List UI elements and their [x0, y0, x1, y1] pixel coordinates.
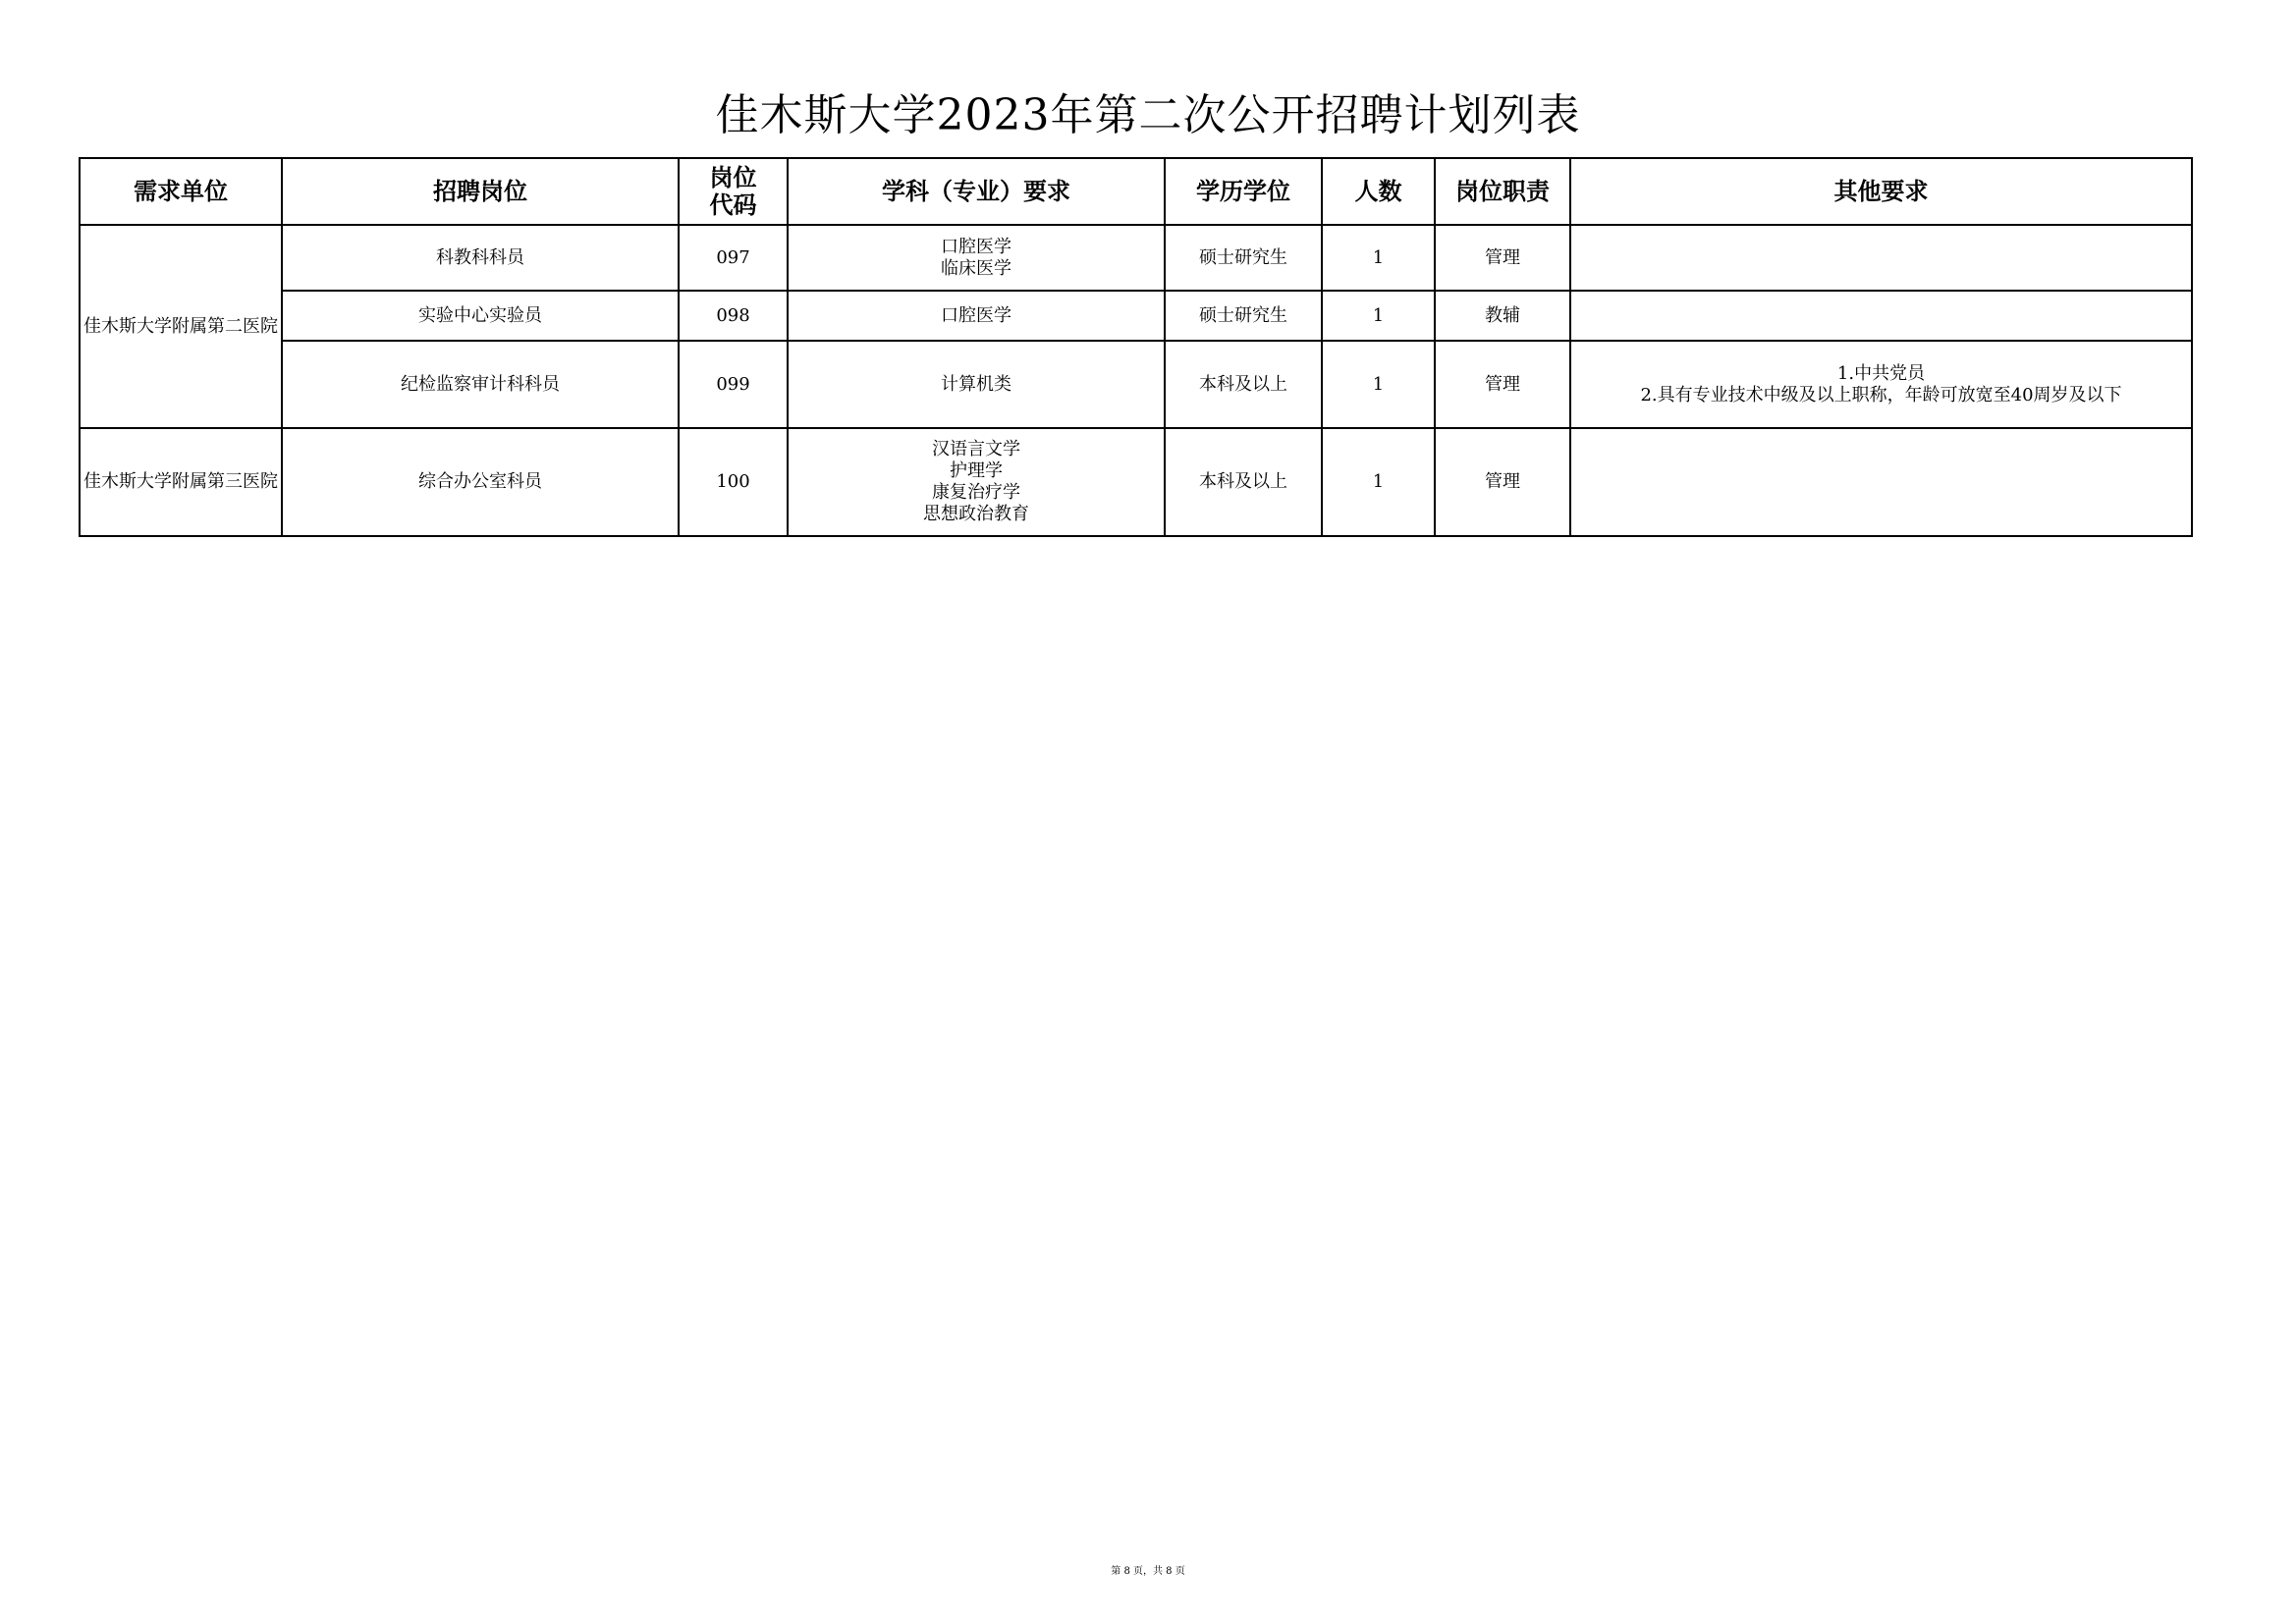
header-count: 人数 — [1322, 158, 1435, 225]
recruitment-plan-table — [79, 157, 2193, 537]
page-title: 佳木斯大学2023年第二次公开招聘计划列表 — [715, 90, 1581, 140]
education-cell: 硕士研究生 — [1165, 225, 1322, 291]
position-cell: 实验中心实验员 — [282, 291, 679, 341]
duty-cell: 管理 — [1435, 341, 1570, 428]
other-cell — [1570, 291, 2192, 341]
header-other: 其他要求 — [1570, 158, 2192, 225]
discipline-line: 康复治疗学 — [932, 482, 1020, 503]
header-unit: 需求单位 — [80, 158, 282, 225]
other-cell — [1570, 428, 2192, 536]
header-position: 招聘岗位 — [282, 158, 679, 225]
header-code — [679, 158, 788, 225]
education-cell: 硕士研究生 — [1165, 291, 1322, 341]
discipline-line: 口腔医学 — [941, 236, 1011, 257]
header-education: 学历学位 — [1165, 158, 1322, 225]
code-cell: 098 — [679, 291, 788, 341]
discipline-line: 思想政治教育 — [923, 504, 1029, 524]
table-row — [80, 291, 2192, 341]
count-cell: 1 — [1322, 291, 1435, 341]
other-cell — [1570, 225, 2192, 291]
discipline-line: 护理学 — [950, 460, 1003, 481]
header-code-line1: 岗位 — [709, 164, 757, 191]
duty-cell: 教辅 — [1435, 291, 1570, 341]
other-cell — [1570, 341, 2192, 428]
other-requirement-line: 2.具有专业技术中级及以上职称，年龄可放宽至40周岁及以下 — [1640, 384, 2122, 406]
discipline-cell — [788, 341, 1165, 428]
header-discipline: 学科（专业）要求 — [788, 158, 1165, 225]
position-cell: 科教科科员 — [282, 225, 679, 291]
other-requirement-line: 1.中共党员 — [1836, 362, 1926, 384]
count-cell: 1 — [1322, 225, 1435, 291]
position-cell: 纪检监察审计科科员 — [282, 341, 679, 428]
discipline-cell — [788, 225, 1165, 291]
education-cell: 本科及以上 — [1165, 428, 1322, 536]
table-row — [80, 341, 2192, 428]
code-cell: 100 — [679, 428, 788, 536]
table-row — [80, 428, 2192, 536]
code-cell: 099 — [679, 341, 788, 428]
page-footer: 第 8 页，共 8 页 — [1111, 1566, 1185, 1577]
discipline-line: 口腔医学 — [941, 304, 1011, 326]
code-cell: 097 — [679, 225, 788, 291]
table-header-row — [80, 158, 2192, 225]
discipline-line: 汉语言文学 — [932, 439, 1020, 460]
unit-cell: 佳木斯大学附属第三医院 — [80, 428, 282, 536]
header-code-line2: 代码 — [709, 191, 757, 219]
discipline-cell — [788, 291, 1165, 341]
table-row — [80, 225, 2192, 291]
education-cell: 本科及以上 — [1165, 341, 1322, 428]
duty-cell: 管理 — [1435, 428, 1570, 536]
discipline-line: 临床医学 — [941, 257, 1011, 279]
position-cell: 综合办公室科员 — [282, 428, 679, 536]
header-duty: 岗位职责 — [1435, 158, 1570, 225]
discipline-cell — [788, 428, 1165, 536]
unit-cell: 佳木斯大学附属第二医院 — [80, 225, 282, 428]
count-cell: 1 — [1322, 341, 1435, 428]
count-cell: 1 — [1322, 428, 1435, 536]
discipline-line: 计算机类 — [941, 373, 1011, 395]
duty-cell: 管理 — [1435, 225, 1570, 291]
